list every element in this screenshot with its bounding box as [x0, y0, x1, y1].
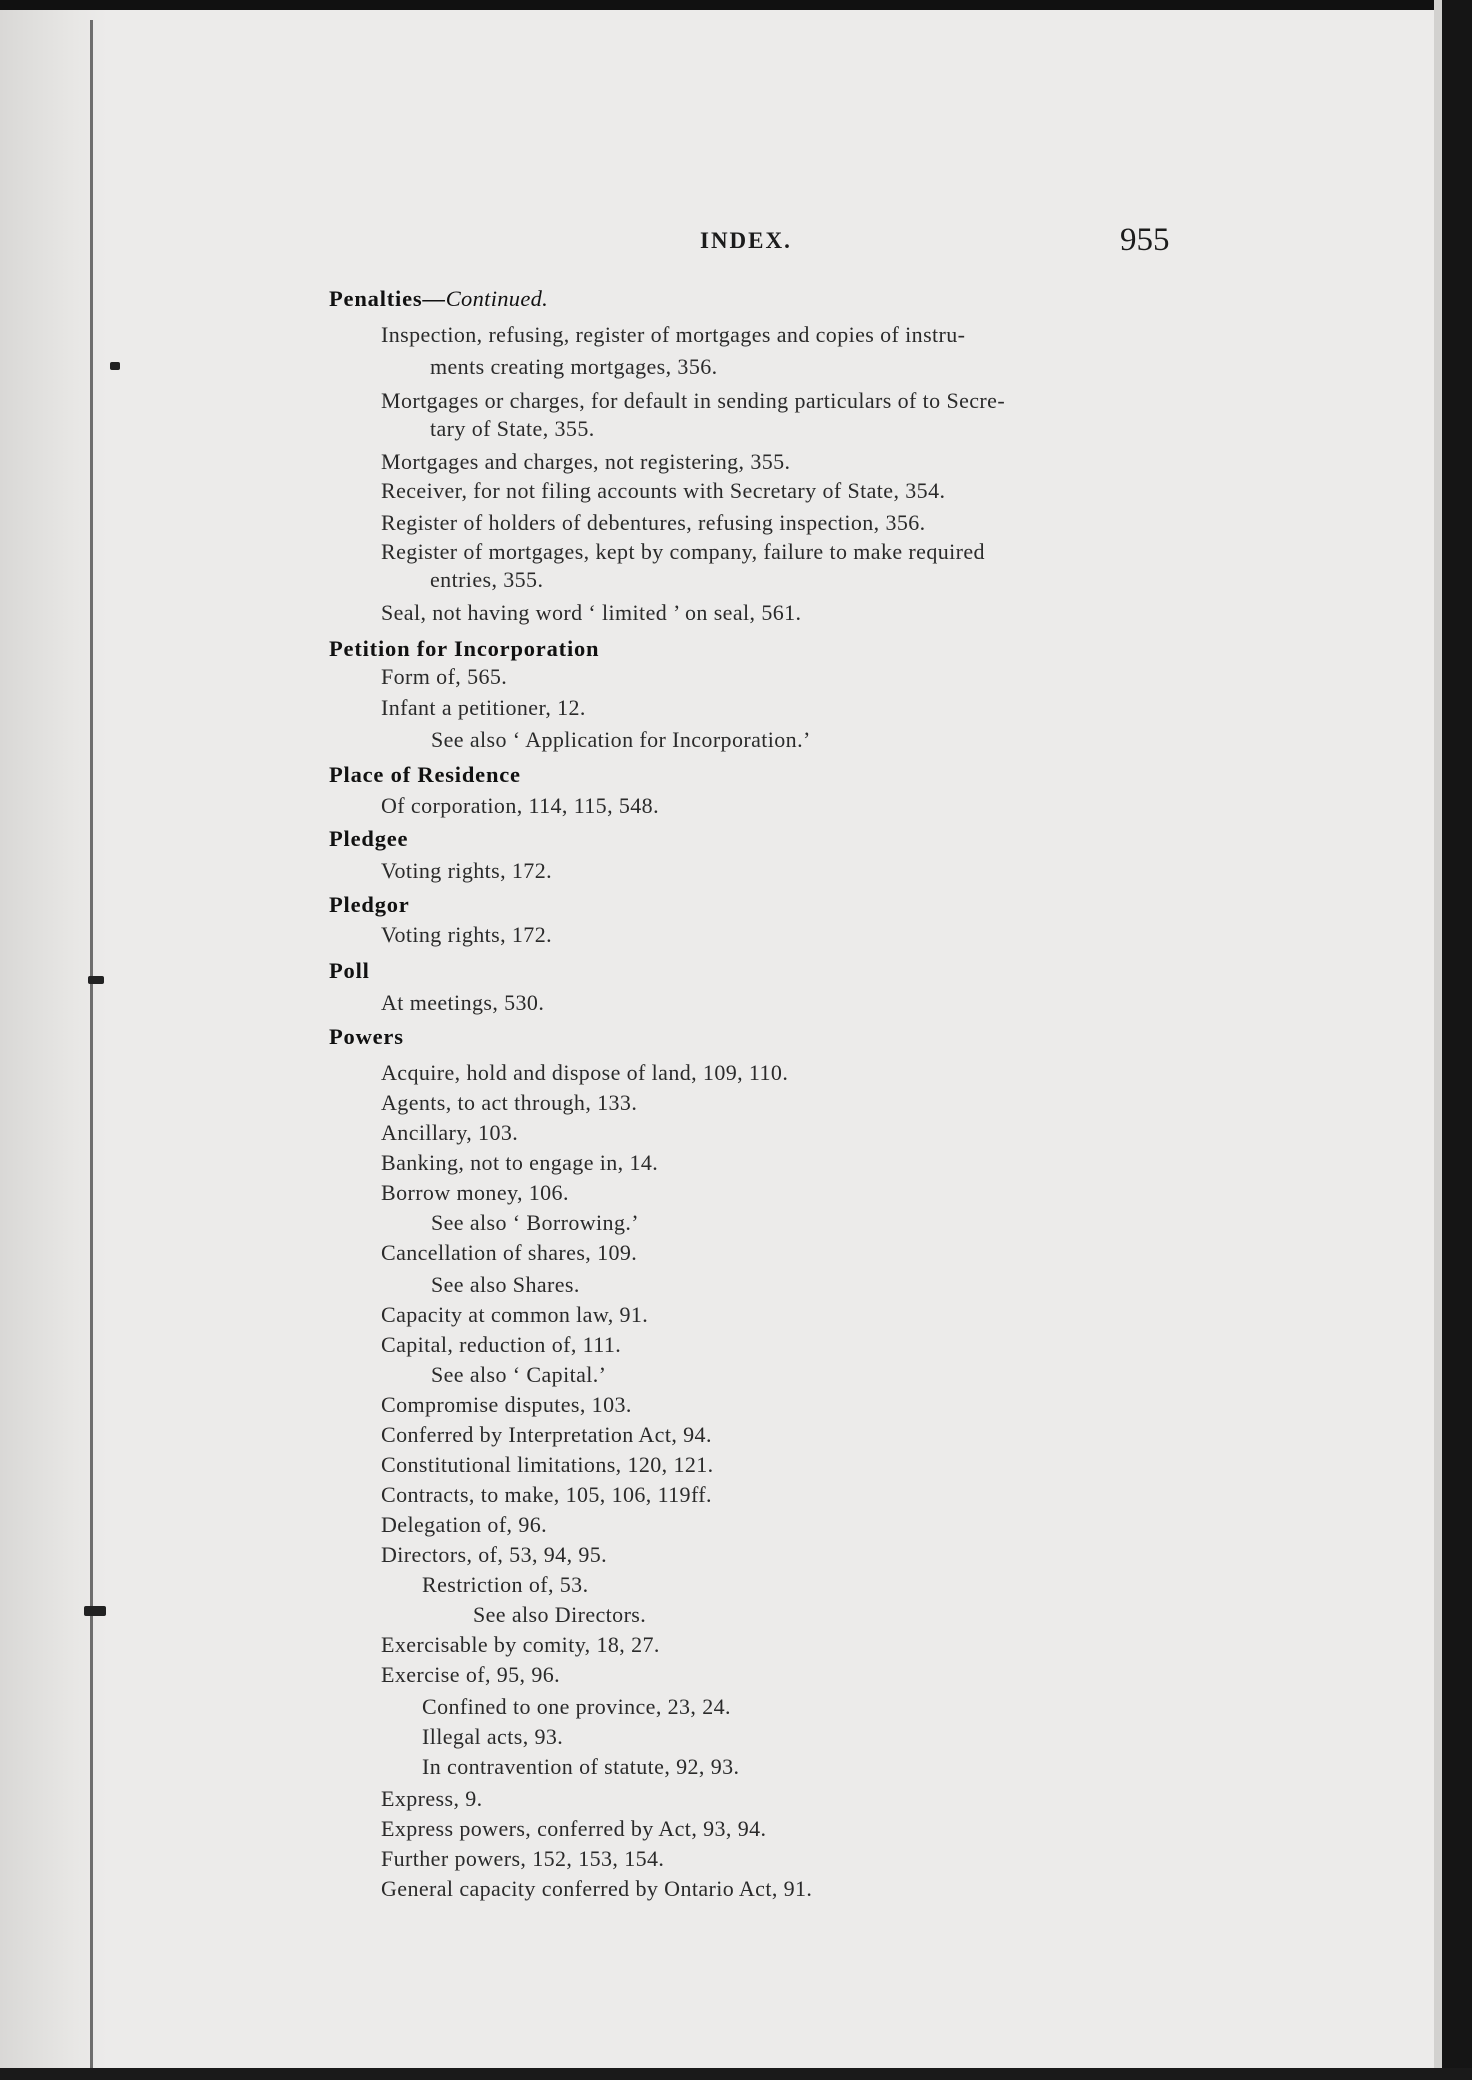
line-text: Restriction of, 53. — [422, 1572, 589, 1597]
line-text: Receiver, for not filing accounts with Secretary of State, 354. — [381, 478, 946, 503]
line-text: Express powers, conferred by Act, 93, 94. — [381, 1816, 767, 1841]
line-text: Constitutional limitations, 120, 121. — [381, 1452, 714, 1477]
index-entry — [381, 695, 586, 721]
line-text: Confined to one province, 23, 24. — [422, 1694, 731, 1719]
line-text: Penalties— — [329, 286, 446, 311]
index-heading — [329, 958, 370, 984]
line-text: In contravention of statute, 92, 93. — [422, 1754, 740, 1779]
index-heading — [329, 826, 408, 852]
index-entry — [381, 793, 659, 819]
line-text: Infant a petitioner, 12. — [381, 695, 586, 720]
index-entry — [381, 1392, 632, 1418]
continued-label: Continued. — [445, 286, 549, 311]
running-head: INDEX. — [700, 228, 792, 253]
line-text: Cancellation of shares, 109. — [381, 1240, 638, 1265]
index-entry — [381, 664, 507, 690]
index-entry — [381, 1422, 712, 1448]
line-text: ments creating mortgages, 356. — [430, 354, 718, 379]
line-text: Powers — [329, 1024, 404, 1049]
index-entry-continuation — [430, 416, 595, 442]
index-entry — [381, 1302, 648, 1328]
line-text: Delegation of, 96. — [381, 1512, 548, 1537]
index-entry — [381, 600, 801, 626]
line-text: At meetings, 530. — [381, 990, 545, 1015]
cross-reference — [431, 727, 811, 753]
index-entry — [381, 1482, 712, 1508]
index-entry — [381, 388, 1005, 414]
line-text: Voting rights, 172. — [381, 922, 552, 947]
page-number: 955 — [1120, 222, 1170, 258]
line-text: Seal, not having word ‘ limited ’ on seal, 561. — [381, 600, 802, 625]
line-text: Capacity at common law, 91. — [381, 1302, 649, 1327]
index-entry — [381, 1180, 569, 1206]
index-entry — [381, 922, 552, 948]
index-entry — [381, 1090, 637, 1116]
line-text: Pledgor — [329, 892, 410, 917]
index-entry — [381, 478, 945, 504]
line-text: Exercisable by comity, 18, 27. — [381, 1632, 660, 1657]
cross-reference — [431, 1362, 606, 1388]
cross-reference — [431, 1272, 580, 1298]
index-entry — [381, 1846, 664, 1872]
line-text: Acquire, hold and dispose of land, 109, 110. — [381, 1060, 789, 1085]
line-text: See also Shares. — [431, 1272, 580, 1297]
line-text: Contracts, to make, 105, 106, 119ff. — [381, 1482, 712, 1507]
index-entry — [381, 1786, 483, 1812]
index-entry — [381, 539, 985, 565]
index-heading — [329, 636, 599, 662]
index-subentry — [422, 1572, 588, 1598]
index-heading — [329, 762, 521, 788]
index-entry — [381, 1240, 637, 1266]
line-text: Directors, of, 53, 94, 95. — [381, 1542, 608, 1567]
line-text: Mortgages and charges, not registering, 355. — [381, 449, 791, 474]
line-text: tary of State, 355. — [430, 416, 595, 441]
index-entry — [381, 1512, 547, 1538]
index-entry — [381, 990, 544, 1016]
line-text: Register of mortgages, kept by company, failure to make required — [381, 539, 985, 564]
index-entry — [381, 1150, 658, 1176]
line-text: Capital, reduction of, 111. — [381, 1332, 622, 1357]
index-entry-continuation — [430, 354, 718, 380]
line-text: Express, 9. — [381, 1786, 483, 1811]
line-text: Illegal acts, 93. — [422, 1724, 564, 1749]
line-text: Agents, to act through, 133. — [381, 1090, 638, 1115]
line-text: Voting rights, 172. — [381, 858, 552, 883]
line-text: See also ‘ Application for Incorporation.’ — [431, 727, 811, 752]
index-entry — [381, 1452, 714, 1478]
line-text: See also ‘ Borrowing.’ — [431, 1210, 639, 1235]
line-text: Register of holders of debentures, refusing inspection, 356. — [381, 510, 926, 535]
line-text: Borrow money, 106. — [381, 1180, 569, 1205]
index-entry — [381, 858, 552, 884]
line-text: Petition for Incorporation — [329, 636, 600, 661]
line-text: Form of, 565. — [381, 664, 508, 689]
line-text: Of corporation, 114, 115, 548. — [381, 793, 659, 818]
line-text: Poll — [329, 958, 370, 983]
index-entry — [381, 1332, 621, 1358]
line-text: Pledgee — [329, 826, 409, 851]
index-heading — [329, 286, 548, 312]
cross-reference — [473, 1602, 646, 1628]
index-heading — [329, 892, 410, 918]
index-heading — [329, 1024, 404, 1050]
index-entry — [381, 1060, 788, 1086]
index-entry-continuation — [430, 567, 543, 593]
index-entry — [381, 1120, 518, 1146]
index-entry — [381, 1816, 766, 1842]
line-text: Further powers, 152, 153, 154. — [381, 1846, 665, 1871]
index-subentry — [422, 1724, 563, 1750]
cross-reference — [431, 1210, 639, 1236]
index-subentry — [422, 1754, 739, 1780]
line-text: Inspection, refusing, register of mortgages and copies of instru- — [381, 322, 966, 347]
line-text: Mortgages or charges, for default in sending particulars of to Secre- — [381, 388, 1006, 413]
index-entry — [381, 510, 926, 536]
line-text: Compromise disputes, 103. — [381, 1392, 632, 1417]
index-entry — [381, 1542, 607, 1568]
index-entry — [381, 1876, 812, 1902]
line-text: Place of Residence — [329, 762, 521, 787]
line-text: Ancillary, 103. — [381, 1120, 519, 1145]
line-text: See also Directors. — [473, 1602, 647, 1627]
index-entry — [381, 1632, 660, 1658]
index-entry — [381, 449, 790, 475]
line-text: Exercise of, 95, 96. — [381, 1662, 561, 1687]
index-entry — [381, 322, 965, 348]
index-entry — [381, 1662, 560, 1688]
index-subentry — [422, 1694, 731, 1720]
line-text: Conferred by Interpretation Act, 94. — [381, 1422, 712, 1447]
line-text: Banking, not to engage in, 14. — [381, 1150, 659, 1175]
line-text: See also ‘ Capital.’ — [431, 1362, 607, 1387]
line-text: General capacity conferred by Ontario Act, 91. — [381, 1876, 813, 1901]
line-text: entries, 355. — [430, 567, 544, 592]
